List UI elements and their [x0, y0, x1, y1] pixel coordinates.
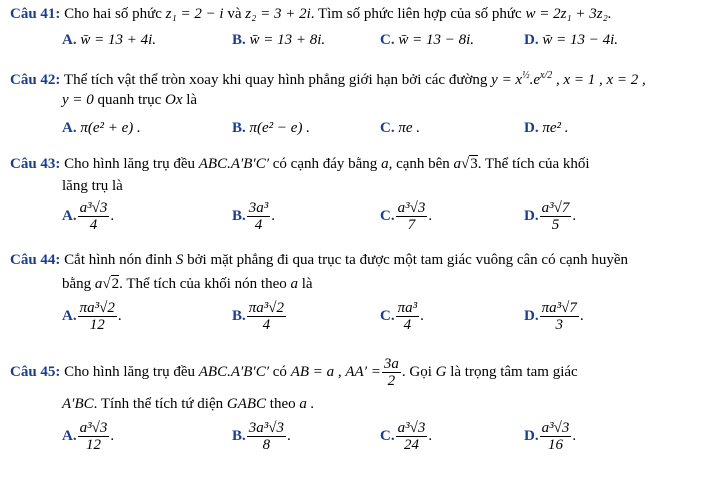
stem-text: Cho hình lăng trụ đều — [64, 363, 195, 380]
math-ab: AB = a , — [290, 363, 342, 380]
option-text: w̄ = 13 − 8i. — [398, 32, 475, 48]
option-label: C. — [380, 120, 395, 136]
option-label: D. — [524, 427, 539, 444]
option-text: w̄ = 13 − 4i. — [542, 32, 619, 48]
option-45-d[interactable]: D. $\frac{\text{a³√3}}{16}$ . — [524, 420, 577, 453]
option-44-a[interactable]: A. $\frac{\text{πa³√2}}{12}$ . — [62, 300, 122, 333]
option-label: B. — [232, 427, 246, 444]
math-aa: AA′ = — [345, 363, 381, 380]
option-41-c[interactable] — [380, 32, 474, 49]
math-a: a — [381, 156, 389, 172]
stem-text: . Gọi — [401, 363, 432, 380]
math-S: S — [175, 252, 184, 268]
question-number: Câu 45: — [10, 363, 61, 380]
question-number: Câu 44: — [10, 252, 61, 268]
option-label: A. — [62, 307, 77, 324]
option-label: C. — [380, 207, 395, 224]
option-41-b[interactable] — [232, 32, 325, 49]
question-number: Câu 41: — [10, 6, 61, 22]
question-41-stem — [10, 4, 700, 24]
option-text: πe . — [398, 120, 421, 136]
option-label: A. — [62, 32, 77, 48]
math-w: w = 2z₁ + 3z₂. — [525, 6, 612, 22]
option-label: C. — [380, 32, 395, 48]
option-42-d[interactable] — [524, 120, 569, 137]
math-z1: z₁ = 2 − i — [165, 6, 224, 22]
stem-text: có cạnh đáy bằng — [272, 156, 378, 172]
math-G: G — [435, 363, 447, 380]
stem-text: , cạnh bên — [388, 156, 450, 172]
option-fraction: $\frac{\text{3a³√3}}{8}$ — [248, 420, 284, 453]
option-42-c[interactable] — [380, 120, 420, 137]
option-44-b[interactable] — [232, 300, 287, 333]
stem-text: Thể tích vật thể tròn xoay khi quay hình phẳng giới hạn bởi các đường — [63, 72, 488, 88]
option-label: B. — [232, 32, 246, 48]
math-a: a — [290, 276, 299, 292]
option-43-a[interactable]: A. $\frac{\text{a³√3}}{4}$ . — [62, 200, 115, 233]
option-43-b[interactable]: B. $\frac{\text{3a³}}{4}$ . — [232, 200, 276, 233]
option-text: π(e² − e) . — [249, 120, 310, 136]
option-label: C. — [380, 307, 395, 324]
option-fraction: $\frac{\text{πa³√2}}{4}$ — [248, 300, 285, 333]
question-45-stem — [10, 356, 578, 389]
stem-text: . Thể tích của khối nón theo — [119, 276, 287, 292]
stem-text: Cho hình lăng trụ đều — [64, 156, 195, 172]
option-label: B. — [232, 307, 246, 324]
option-fraction: $\frac{\text{a³√3}}{7}$ — [397, 200, 426, 233]
option-41-d[interactable] — [524, 32, 618, 49]
math-bounds: x = 1 , x = 2 , — [563, 72, 646, 88]
option-label: A. — [62, 120, 77, 136]
math-curve: $y = x^{\frac{1}{2}}.e^{x/2}$ , — [491, 70, 560, 88]
question-42-stem — [10, 70, 646, 89]
option-fraction: $\frac{\text{πa³}}{4}$ — [397, 300, 418, 333]
stem-text: Cho hai số phức — [64, 6, 162, 22]
option-label: C. — [380, 427, 395, 444]
stem-text: là trọng tâm tam giác — [450, 363, 578, 380]
option-fraction: $\frac{\text{a³√3}}{24}$ — [397, 420, 426, 453]
option-label: D. — [524, 307, 539, 324]
option-43-d[interactable]: D. $\frac{\text{a³√7}}{5}$ . — [524, 200, 577, 233]
stem-text: lăng trụ là — [62, 178, 123, 194]
option-fraction: $\frac{\text{πa³√2}}{12}$ — [79, 300, 115, 333]
stem-text: . Tìm số phức liên hợp của số phức — [310, 6, 522, 22]
stem-text: bằng — [62, 276, 92, 292]
option-text: w̄ = 13 + 8i. — [249, 32, 326, 48]
question-44-stem — [10, 252, 628, 269]
option-label: D. — [524, 120, 539, 136]
stem-text: và — [227, 6, 242, 22]
question-41 — [10, 4, 700, 24]
option-41-a[interactable] — [62, 32, 156, 49]
math-prism: ABC.A′B′C′ — [198, 363, 270, 380]
math-side: a√3 — [453, 156, 478, 172]
stem-text: là — [301, 276, 313, 292]
question-number: Câu 43: — [10, 156, 61, 172]
option-text: π(e² + e) . — [80, 120, 141, 136]
question-43-stem — [10, 155, 590, 173]
math-prism: ABC.A′B′C′ — [198, 156, 270, 172]
stem-text: có — [272, 363, 287, 380]
math-triangle: A′BC — [62, 396, 94, 412]
option-label: B. — [232, 120, 246, 136]
option-fraction: $\frac{\text{πa³√7}}{3}$ — [541, 300, 577, 333]
math-a: a . — [299, 396, 315, 412]
option-44-d[interactable]: D. $\frac{\text{πa³√7}}{3}$ . — [524, 300, 584, 333]
stem-text: theo — [269, 396, 296, 412]
stem-text: Cắt hình nón đỉnh — [64, 252, 173, 268]
option-label: D. — [524, 207, 539, 224]
option-label: D. — [524, 32, 539, 48]
stem-text: quanh trục — [97, 92, 162, 108]
math-hyp: a√2 — [94, 276, 120, 292]
option-45-b[interactable]: B. $\frac{\text{3a³√3}}{8}$ . — [232, 420, 291, 453]
math-tetra: GABC — [226, 396, 267, 412]
option-label: A. — [62, 207, 77, 224]
math-axis: Ox — [165, 92, 183, 108]
option-label: B. — [232, 207, 246, 224]
option-45-a[interactable]: A. $\frac{\text{a³√3}}{12}$ . — [62, 420, 115, 453]
option-42-b[interactable] — [232, 120, 310, 137]
option-42-a[interactable] — [62, 120, 141, 137]
math-y0: y = 0 — [62, 92, 94, 108]
option-text: w̄ = 13 + 4i. — [80, 32, 157, 48]
math-z2: z₂ = 3 + 2i — [245, 6, 311, 22]
question-42-stem-line2 — [62, 92, 197, 109]
stem-text: bởi mặt phẳng đi qua trục ta được một tam giác vuông cân có cạnh huyền — [187, 252, 629, 268]
question-45-stem-line2 — [62, 396, 314, 413]
question-43-stem-line2 — [62, 178, 123, 195]
option-fraction: $\frac{\text{a³√7}}{5}$ — [541, 200, 570, 233]
math-fraction: $\frac{3a}{2}$ — [383, 356, 399, 389]
stem-text: . Tính thể tích tứ diện — [93, 396, 224, 412]
option-44-c[interactable]: C. $\frac{\text{πa³}}{4}$ . — [380, 300, 424, 333]
stem-text: là — [186, 92, 198, 108]
option-45-c[interactable]: C. $\frac{\text{a³√3}}{24}$ . — [380, 420, 433, 453]
option-fraction: $\frac{\text{a³√3}}{4}$ — [79, 200, 108, 233]
option-fraction: $\frac{\text{a³√3}}{16}$ — [541, 420, 570, 453]
option-43-c[interactable]: C. $\frac{\text{a³√3}}{7}$ . — [380, 200, 433, 233]
stem-text: . Thể tích của khối — [477, 156, 590, 172]
option-label: A. — [62, 427, 77, 444]
option-fraction: $\frac{\text{a³√3}}{12}$ — [79, 420, 108, 453]
question-44-stem-line2 — [62, 275, 313, 293]
option-fraction: $\frac{\text{3a³}}{4}$ — [248, 200, 269, 233]
option-text: πe² . — [542, 120, 569, 136]
question-number: Câu 42: — [10, 72, 61, 88]
